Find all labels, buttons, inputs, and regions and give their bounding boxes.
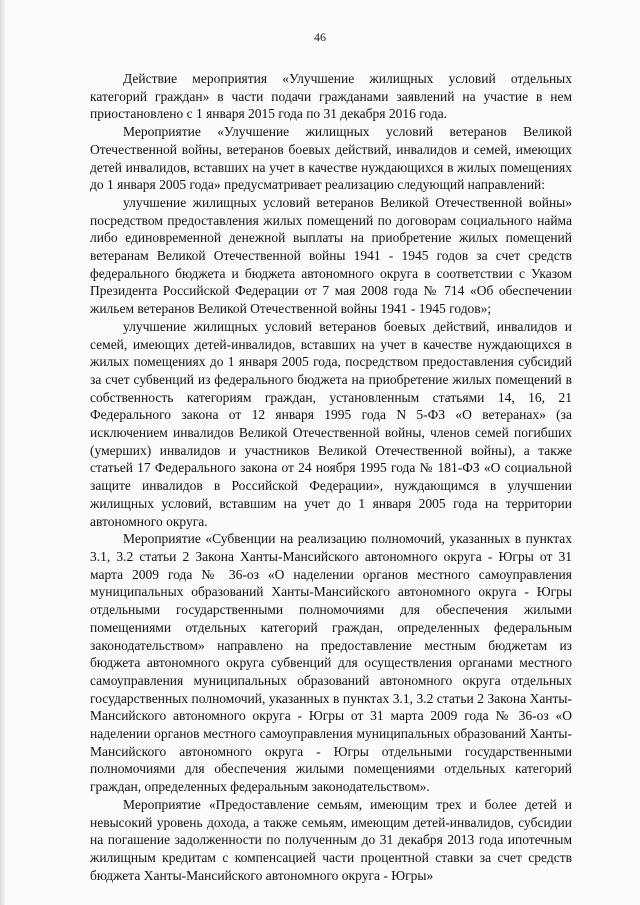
paragraph-large-families-subsidy: Мероприятие «Предоставление семьям, имеющим трех и более детей и невысокий уровень дохода, а также семьям, имеющим детей-инвалидов, субсидии на погашение задолженности по полученным до 31 декабря 2013 года ипотечным жилищным кредитам с компенсацией части процентной ставки за счет средств бюджета Ханты-Мансийского автономного округа - Югры» [90,796,572,883]
paragraph-combat-veterans-housing: улучшение жилищных условий ветеранов боевых действий, инвалидов и семей, имеющих детей-инвалидов, вставших на учет в качестве нуждающихся в жилых помещениях до 1 января 2005 года, посредством предоставления субсидий за счет субвенций из федерального бюджета на приобретение жилых помещений в собственность категориям граждан, установленным статьями 14, 16, 21 Федерального закона от 12 января 1995 года N 5-ФЗ «О ветеранах» (за исключением инвалидов Великой Отечественной войны, членов семей погибших (умерших) инвалидов и участников Великой Отечественной войны), а также статьей 17 Федерального закона от 24 ноября 1995 года № 181-ФЗ «О социальной защите инвалидов в Российской Федерации», нуждающимся в улучшении жилищных условий, вставшим на учет до 1 января 2005 года на территории автономного округа. [90,318,572,529]
paragraph-action-suspended: Действие мероприятия «Улучшение жилищных условий отдельных категорий граждан» в части подачи гражданами заявлений на участие в нем приостановлено с 1 января 2015 года по 31 декабря 2016 года. [90,71,572,122]
paragraph-wwii-veterans-housing: улучшение жилищных условий ветеранов Великой Отечественной войны» посредством предоставления жилых помещений по договорам социального найма либо единовременной денежной выплаты на приобретение жилых помещений ветеранам Великой Отечественной войны 1941 - 1945 годов за счет средств федерального бюджета и бюджета автономного округа в соответствии с Указом Президента Российской Федерации от 7 мая 2008 года № 714 «Об обеспечении жильем ветеранов Великой Отечественной войны 1941 - 1945 годов»; [90,194,572,317]
paragraph-subventions-measure: Мероприятие «Субвенции на реализацию полномочий, указанных в пунктах 3.1, 3.2 статьи 2 Закона Ханты-Мансийского автономного округа - Югры от 31 марта 2009 года № 36-оз «О наделении органов местного самоуправления муниципальных образований Ханты-Мансийского автономного округа - Югры отдельными государственными полномочиями для обеспечения жилыми помещениями отдельных категорий граждан, определенных федеральным законодательством» направлено на предоставление местным бюджетам из бюджета автономного округа субвенций для осуществления органами местного самоуправления муниципальных образований автономного округа отдельных государственных полномочий, указанных в пунктах 3.1, 3.2 статьи 2 Закона Ханты-Мансийского автономного округа - Югры от 31 марта 2009 года № 36-оз «О наделении органов местного самоуправления муниципальных образований Ханты-Мансийского автономного округа - Югры отдельными государственными полномочиями для обеспечения жилыми помещениями отдельных категорий граждан, определенных федеральным законодательством». [90,531,572,795]
page-number: 46 [314,30,326,44]
paragraph-veterans-measure: Мероприятие «Улучшение жилищных условий ветеранов Великой Отечественной войны, ветеранов боевых действий, инвалидов и семей, имеющих детей инвалидов, вставших на учет в качестве нуждающихся в жилых помещениях до 1 января 2005 года» предусматривает реализацию следующий направлений: [90,124,572,193]
scan-edge-shadow [0,0,5,905]
document-body [90,70,572,884]
